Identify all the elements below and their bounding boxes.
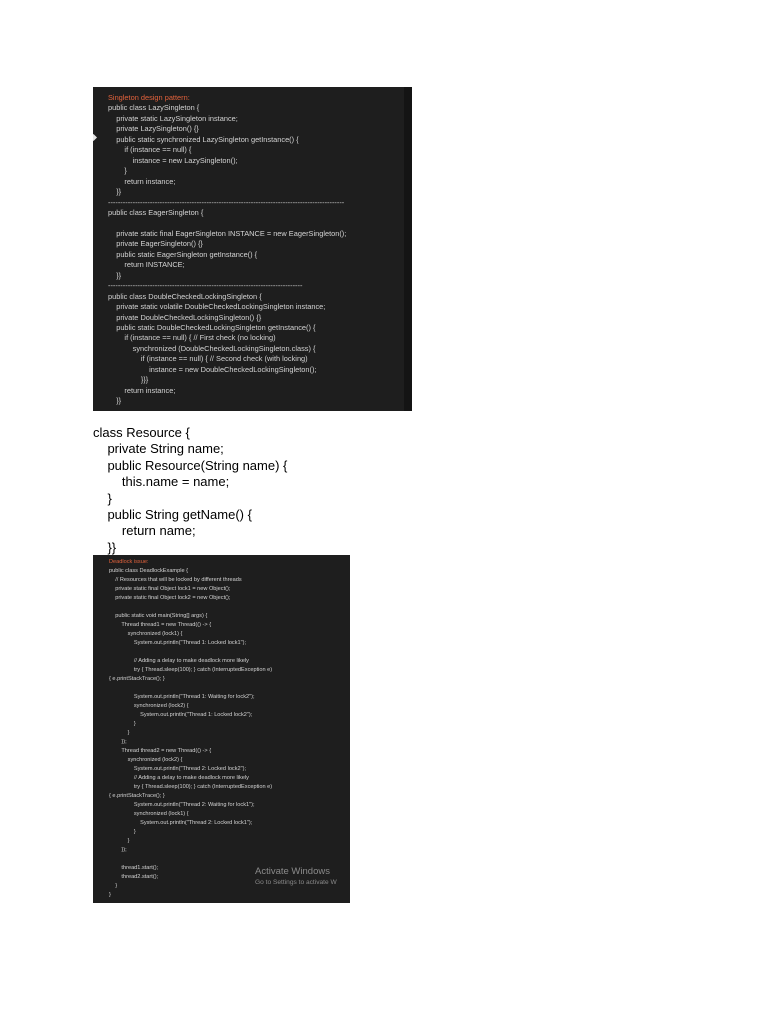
code-line: } [109,838,130,844]
code-line: public static void main(String[] args) { [109,613,208,619]
code-line: public static synchronized LazySingleton getInstance() { [108,134,299,144]
code-line: return instance; [108,176,176,186]
code-line: private static final EagerSingleton INSTANCE = new EagerSingleton(); [108,228,347,238]
cursor-marker [93,134,97,141]
code-line: } [109,730,130,736]
code-line: // Adding a delay to make deadlock more likely [109,775,249,781]
code-line: { e.printStackTrace(); } [109,676,165,682]
code-line: if (instance == null) { [108,145,192,155]
activate-windows-watermark [255,866,337,887]
code-line: ------------------------------------------------------------------------------- [108,281,303,291]
code-line: private static final Object lock1 = new Object(); [109,586,231,592]
code-line: synchronized (DoubleCheckedLockingSingleton.class) { [108,343,316,353]
code-line: public static EagerSingleton getInstance() { [108,249,258,259]
code-line: private static volatile DoubleCheckedLockingSingleton instance; [108,302,326,312]
code-line: private static LazySingleton instance; [108,113,238,123]
code-line: synchronized (lock2) { [109,757,183,763]
code-line: ------------------------------------------------------------------------------------------------ [108,197,345,207]
code-line: System.out.println("Thread 1: Locked lock1"); [109,640,247,646]
code-line: synchronized (lock1) { [109,811,189,817]
text-line: public Resource(String name) { [93,457,288,473]
code-line: private DoubleCheckedLockingSingleton() {} [108,312,262,322]
watermark-subtitle: Go to Settings to activate W [255,879,337,886]
code-line: }); [109,847,127,853]
code-line [109,855,350,864]
code-line: try { Thread.sleep(100); } catch (InterruptedException e) [109,667,273,673]
singleton-heading: Singleton design pattern: [108,93,190,102]
code-line [109,648,350,657]
code-line: try { Thread.sleep(100); } catch (InterruptedException e) [109,784,273,790]
text-line: }} [93,539,117,555]
code-line: thread2.start(); [109,874,159,880]
screenshot-edge [404,87,412,411]
code-line: // Adding a delay to make deadlock more likely [109,658,249,664]
code-line: System.out.println("Thread 2: Waiting for lock1"); [109,802,255,808]
code-line: } [109,892,111,898]
code-line: System.out.println("Thread 1: Waiting for lock2"); [109,694,255,700]
deadlock-code-lines [109,567,350,900]
code-line: } [109,721,136,727]
text-line: this.name = name; [93,474,230,490]
text-line: return name; [93,523,196,539]
code-line: }} [108,396,122,406]
text-line: private String name; [93,441,224,457]
code-line: { e.printStackTrace(); } [109,793,165,799]
code-line: }} [108,270,122,280]
deadlock-heading: Deadlock issue: [109,559,149,565]
code-line: System.out.println("Thread 1: Locked lock2"); [109,712,253,718]
code-line: private LazySingleton() {} [108,124,199,134]
code-line: System.out.println("Thread 2: Locked lock1"); [109,820,253,826]
watermark-title: Activate Windows [255,866,330,877]
code-line: instance = new DoubleCheckedLockingSingleton(); [108,364,317,374]
code-line: }} [108,187,122,197]
code-line: instance = new LazySingleton(); [108,155,238,165]
singleton-code-screenshot [93,87,412,411]
code-line: private static final Object lock2 = new Object(); [109,595,231,601]
singleton-code-lines [108,103,412,406]
code-line: if (instance == null) { // First check (no locking) [108,333,276,343]
text-line: public String getName() { [93,507,252,523]
code-line: public static DoubleCheckedLockingSingleton getInstance() { [108,322,316,332]
deadlock-code-screenshot [93,555,350,903]
resource-class-text [93,425,287,556]
code-line: return instance; [108,385,176,395]
code-line: public class LazySingleton { [108,103,200,113]
code-line: } [109,829,136,835]
code-line [109,603,350,612]
code-line: Thread thread2 = new Thread(() -> { [109,748,212,754]
code-line: public class DeadlockExample { [109,568,188,574]
code-line: Thread thread1 = new Thread(() -> { [109,622,212,628]
code-line: private EagerSingleton() {} [108,239,203,249]
code-line: }); [109,739,127,745]
code-line: // Resources that will be locked by different threads [109,577,242,583]
code-line: if (instance == null) { // Second check (with locking) [108,354,308,364]
code-line: synchronized (lock2) { [109,703,189,709]
code-line: return INSTANCE; [108,260,185,270]
code-line: public class EagerSingleton { [108,207,204,217]
code-line [108,218,412,228]
code-line: } [108,166,127,176]
code-line: synchronized (lock1) { [109,631,183,637]
text-line: } [93,490,112,506]
code-line [109,684,350,693]
code-line: public class DoubleCheckedLockingSingleton { [108,291,262,301]
text-line: class Resource { [93,425,190,440]
code-line: System.out.println("Thread 2: Locked lock2"); [109,766,247,772]
code-line: }}} [108,375,149,385]
code-line: thread1.start(); [109,865,159,871]
code-line: } [109,883,118,889]
